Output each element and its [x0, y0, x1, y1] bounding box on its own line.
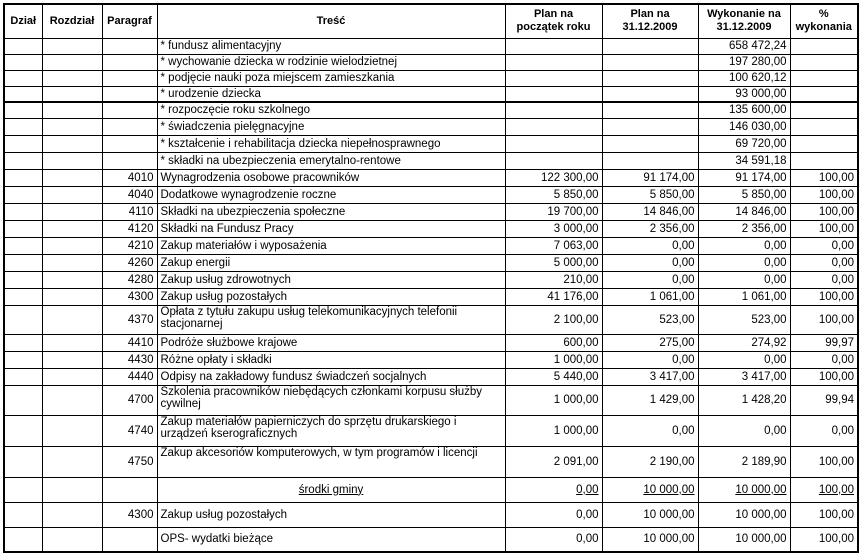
cell-procent: 0,00: [790, 237, 858, 254]
cell-wykonanie: 0,00: [698, 254, 790, 271]
cell-dzial: [4, 152, 42, 169]
cell-rozdzial: [42, 169, 102, 186]
cell-tresc: Odpisy na zakładowy fundusz świadczeń socjalnych: [157, 368, 505, 385]
cell-dzial: [4, 527, 42, 552]
cell-dzial: [4, 254, 42, 271]
cell-plan-pocz: 600,00: [505, 334, 602, 351]
header-dzial: Dział: [4, 4, 42, 38]
cell-procent: [790, 102, 858, 118]
cell-rozdzial: [42, 368, 102, 385]
cell-plan-pocz: 2 091,00: [505, 446, 602, 477]
cell-dzial: [4, 446, 42, 477]
cell-rozdzial: [42, 118, 102, 135]
cell-tresc: Zakup usług zdrowotnych: [157, 271, 505, 288]
header-plan-poczatek-line2: początek roku: [516, 21, 591, 34]
cell-plan-3112: [602, 38, 698, 54]
cell-tresc: Opłata z tytułu zakupu usług telekomunikacyjnych telefonii stacjonarnej: [157, 305, 505, 334]
cell-plan-3112: 1 429,00: [602, 385, 698, 415]
cell-rozdzial: [42, 477, 102, 502]
budget-table: [3, 3, 859, 553]
header-wykonanie: [698, 4, 790, 38]
table-row: [4, 271, 858, 288]
cell-wykonanie: 1 061,00: [698, 288, 790, 305]
cell-plan-pocz: 0,00: [505, 527, 602, 552]
cell-paragraf: 4740: [102, 415, 157, 446]
cell-wykonanie: 100 620,12: [698, 70, 790, 86]
cell-dzial: [4, 334, 42, 351]
cell-tresc: * podjęcie nauki poza miejscem zamieszkania: [157, 70, 505, 86]
cell-plan-3112: 10 000,00: [602, 502, 698, 527]
cell-plan-pocz: 1 000,00: [505, 385, 602, 415]
header-plan-3112-line2: 31.12.2009: [622, 21, 678, 34]
cell-rozdzial: [42, 334, 102, 351]
table-row: [4, 203, 858, 220]
cell-procent: 0,00: [790, 415, 858, 446]
cell-tresc: Zakup akcesoriów komputerowych, w tym programów i licencji: [157, 446, 505, 477]
cell-plan-pocz: 0,00: [505, 477, 602, 502]
cell-plan-3112: 0,00: [602, 415, 698, 446]
cell-plan-3112: 523,00: [602, 305, 698, 334]
cell-tresc: * świadczenia pielęgnacyjne: [157, 118, 505, 135]
cell-wykonanie: 0,00: [698, 237, 790, 254]
cell-tresc: Szkolenia pracowników niebędących członkami korpusu służby cywilnej: [157, 385, 505, 415]
cell-dzial: [4, 385, 42, 415]
cell-wykonanie: 10 000,00: [698, 477, 790, 502]
cell-plan-pocz: 2 100,00: [505, 305, 602, 334]
cell-paragraf: [102, 477, 157, 502]
cell-paragraf: [102, 102, 157, 118]
cell-tresc: Dodatkowe wynagrodzenie roczne: [157, 186, 505, 203]
cell-wykonanie: 2 189,90: [698, 446, 790, 477]
cell-rozdzial: [42, 502, 102, 527]
cell-paragraf: 4430: [102, 351, 157, 368]
cell-paragraf: [102, 152, 157, 169]
cell-plan-3112: 0,00: [602, 271, 698, 288]
cell-wykonanie: 10 000,00: [698, 527, 790, 552]
cell-tresc: * wychowanie dziecka w rodzinie wielodzietnej: [157, 54, 505, 70]
cell-plan-3112: [602, 118, 698, 135]
cell-tresc: Wynagrodzenia osobowe pracowników: [157, 169, 505, 186]
cell-paragraf: 4010: [102, 169, 157, 186]
cell-plan-3112: [602, 86, 698, 102]
header-procent-line1: %: [818, 8, 829, 21]
cell-rozdzial: [42, 70, 102, 86]
cell-tresc: Zakup materiałów i wyposażenia: [157, 237, 505, 254]
budget-table-container: [3, 3, 859, 553]
cell-wykonanie: 0,00: [698, 415, 790, 446]
cell-wykonanie: 658 472,24: [698, 38, 790, 54]
cell-dzial: [4, 368, 42, 385]
header-wykonanie-line1: Wykonanie na: [707, 8, 781, 21]
cell-paragraf: 4410: [102, 334, 157, 351]
cell-tresc: Podróże służbowe krajowe: [157, 334, 505, 351]
cell-wykonanie: 5 850,00: [698, 186, 790, 203]
cell-rozdzial: [42, 446, 102, 477]
cell-tresc: Składki na Fundusz Pracy: [157, 220, 505, 237]
cell-dzial: [4, 237, 42, 254]
cell-plan-3112: [602, 54, 698, 70]
cell-plan-3112: 14 846,00: [602, 203, 698, 220]
cell-tresc: Zakup materiałów papierniczych do sprzętu drukarskiego i urządzeń kserograficznych: [157, 415, 505, 446]
header-procent: [790, 4, 858, 38]
cell-plan-pocz: 210,00: [505, 271, 602, 288]
cell-wykonanie: 274,92: [698, 334, 790, 351]
cell-dzial: [4, 135, 42, 152]
header-procent-line2: wykonania: [795, 21, 852, 34]
cell-tresc: Zakup energii: [157, 254, 505, 271]
cell-wykonanie: 135 600,00: [698, 102, 790, 118]
cell-paragraf: 4370: [102, 305, 157, 334]
table-row: [4, 334, 858, 351]
cell-rozdzial: [42, 38, 102, 54]
table-row: [4, 477, 858, 502]
cell-procent: [790, 54, 858, 70]
cell-wykonanie: 3 417,00: [698, 368, 790, 385]
header-plan-3112: [602, 4, 698, 38]
table-row: [4, 415, 858, 446]
cell-procent: 0,00: [790, 254, 858, 271]
cell-plan-pocz: 1 000,00: [505, 415, 602, 446]
cell-plan-pocz: 5 850,00: [505, 186, 602, 203]
table-row: [4, 446, 858, 477]
cell-paragraf: [102, 70, 157, 86]
cell-wykonanie: 0,00: [698, 351, 790, 368]
cell-plan-pocz: [505, 118, 602, 135]
cell-paragraf: [102, 527, 157, 552]
cell-procent: [790, 86, 858, 102]
cell-plan-pocz: 0,00: [505, 502, 602, 527]
cell-wykonanie: 34 591,18: [698, 152, 790, 169]
cell-plan-3112: 91 174,00: [602, 169, 698, 186]
cell-procent: 100,00: [790, 502, 858, 527]
cell-rozdzial: [42, 271, 102, 288]
cell-procent: 100,00: [790, 446, 858, 477]
table-row: [4, 118, 858, 135]
cell-plan-pocz: 19 700,00: [505, 203, 602, 220]
cell-tresc: * urodzenie dziecka: [157, 86, 505, 102]
cell-plan-pocz: 5 440,00: [505, 368, 602, 385]
table-row: [4, 351, 858, 368]
cell-wykonanie: 1 428,20: [698, 385, 790, 415]
cell-plan-3112: 1 061,00: [602, 288, 698, 305]
table-row: [4, 102, 858, 118]
cell-dzial: [4, 186, 42, 203]
cell-paragraf: 4440: [102, 368, 157, 385]
cell-rozdzial: [42, 305, 102, 334]
cell-rozdzial: [42, 351, 102, 368]
header-tresc: Treść: [157, 4, 505, 38]
cell-paragraf: 4110: [102, 203, 157, 220]
cell-plan-3112: 0,00: [602, 254, 698, 271]
cell-procent: 100,00: [790, 186, 858, 203]
cell-rozdzial: [42, 385, 102, 415]
cell-plan-3112: [602, 70, 698, 86]
cell-dzial: [4, 351, 42, 368]
cell-rozdzial: [42, 527, 102, 552]
cell-wykonanie: 69 720,00: [698, 135, 790, 152]
cell-tresc: * fundusz alimentacyjny: [157, 38, 505, 54]
table-row: [4, 70, 858, 86]
cell-rozdzial: [42, 135, 102, 152]
cell-tresc: Zakup usług pozostałych: [157, 288, 505, 305]
cell-plan-pocz: 1 000,00: [505, 351, 602, 368]
cell-rozdzial: [42, 415, 102, 446]
cell-plan-pocz: 3 000,00: [505, 220, 602, 237]
header-rozdzial: Rozdział: [42, 4, 102, 38]
cell-procent: 99,94: [790, 385, 858, 415]
cell-procent: [790, 70, 858, 86]
cell-procent: 100,00: [790, 288, 858, 305]
cell-plan-pocz: [505, 86, 602, 102]
cell-paragraf: [102, 54, 157, 70]
cell-tresc: środki gminy: [157, 477, 505, 502]
header-row: [4, 4, 858, 38]
cell-tresc: * składki na ubezpieczenia emerytalno-rentowe: [157, 152, 505, 169]
cell-plan-pocz: [505, 135, 602, 152]
cell-dzial: [4, 70, 42, 86]
cell-rozdzial: [42, 288, 102, 305]
header-plan-poczatek: [505, 4, 602, 38]
cell-paragraf: [102, 118, 157, 135]
cell-dzial: [4, 203, 42, 220]
cell-paragraf: [102, 38, 157, 54]
cell-procent: 99,97: [790, 334, 858, 351]
cell-plan-3112: 10 000,00: [602, 527, 698, 552]
cell-plan-3112: 5 850,00: [602, 186, 698, 203]
cell-plan-pocz: 41 176,00: [505, 288, 602, 305]
cell-dzial: [4, 86, 42, 102]
cell-rozdzial: [42, 186, 102, 203]
cell-paragraf: [102, 135, 157, 152]
cell-procent: 100,00: [790, 169, 858, 186]
table-row: [4, 502, 858, 527]
cell-procent: [790, 38, 858, 54]
cell-procent: [790, 152, 858, 169]
table-row: [4, 86, 858, 102]
cell-plan-pocz: [505, 54, 602, 70]
cell-paragraf: 4300: [102, 288, 157, 305]
cell-plan-3112: 10 000,00: [602, 477, 698, 502]
cell-paragraf: [102, 86, 157, 102]
table-row: [4, 368, 858, 385]
table-row: [4, 254, 858, 271]
cell-dzial: [4, 102, 42, 118]
cell-procent: [790, 135, 858, 152]
table-row: [4, 38, 858, 54]
cell-paragraf: 4210: [102, 237, 157, 254]
cell-tresc: * rozpoczęcie roku szkolnego: [157, 102, 505, 118]
cell-dzial: [4, 415, 42, 446]
cell-procent: 0,00: [790, 351, 858, 368]
cell-dzial: [4, 169, 42, 186]
table-row: [4, 152, 858, 169]
cell-wykonanie: 146 030,00: [698, 118, 790, 135]
cell-dzial: [4, 271, 42, 288]
cell-paragraf: 4300: [102, 502, 157, 527]
cell-rozdzial: [42, 152, 102, 169]
cell-procent: [790, 118, 858, 135]
cell-procent: 100,00: [790, 220, 858, 237]
cell-procent: 100,00: [790, 477, 858, 502]
table-row: [4, 169, 858, 186]
cell-wykonanie: 10 000,00: [698, 502, 790, 527]
cell-tresc: Zakup usług pozostałych: [157, 502, 505, 527]
table-row: [4, 305, 858, 334]
cell-tresc: Składki na ubezpieczenia społeczne: [157, 203, 505, 220]
table-row: [4, 288, 858, 305]
cell-plan-pocz: 122 300,00: [505, 169, 602, 186]
cell-dzial: [4, 54, 42, 70]
cell-dzial: [4, 477, 42, 502]
cell-paragraf: 4120: [102, 220, 157, 237]
cell-plan-3112: 3 417,00: [602, 368, 698, 385]
cell-paragraf: 4260: [102, 254, 157, 271]
header-paragraf: Paragraf: [102, 4, 157, 38]
cell-wykonanie: 0,00: [698, 271, 790, 288]
table-row: [4, 135, 858, 152]
cell-wykonanie: 91 174,00: [698, 169, 790, 186]
table-row: [4, 527, 858, 552]
cell-rozdzial: [42, 220, 102, 237]
cell-tresc: * kształcenie i rehabilitacja dziecka niepełnosprawnego: [157, 135, 505, 152]
cell-rozdzial: [42, 237, 102, 254]
cell-plan-3112: 0,00: [602, 237, 698, 254]
cell-procent: 100,00: [790, 203, 858, 220]
cell-rozdzial: [42, 102, 102, 118]
cell-procent: 0,00: [790, 271, 858, 288]
header-plan-3112-line1: Plan na: [630, 8, 670, 21]
cell-plan-3112: [602, 102, 698, 118]
table-row: [4, 220, 858, 237]
cell-dzial: [4, 502, 42, 527]
cell-plan-3112: [602, 135, 698, 152]
cell-wykonanie: 93 000,00: [698, 86, 790, 102]
cell-plan-3112: 275,00: [602, 334, 698, 351]
cell-procent: 100,00: [790, 305, 858, 334]
header-wykonanie-line2: 31.12.2009: [716, 21, 772, 34]
table-row: [4, 385, 858, 415]
cell-wykonanie: 2 356,00: [698, 220, 790, 237]
cell-plan-pocz: [505, 102, 602, 118]
cell-paragraf: 4280: [102, 271, 157, 288]
cell-dzial: [4, 305, 42, 334]
cell-rozdzial: [42, 203, 102, 220]
cell-tresc: OPS- wydatki bieżące: [157, 527, 505, 552]
table-row: [4, 186, 858, 203]
cell-wykonanie: 14 846,00: [698, 203, 790, 220]
cell-rozdzial: [42, 86, 102, 102]
table-row: [4, 237, 858, 254]
cell-plan-pocz: 5 000,00: [505, 254, 602, 271]
cell-plan-3112: [602, 152, 698, 169]
cell-plan-3112: 0,00: [602, 351, 698, 368]
cell-plan-pocz: 7 063,00: [505, 237, 602, 254]
cell-paragraf: 4750: [102, 446, 157, 477]
cell-wykonanie: 523,00: [698, 305, 790, 334]
cell-paragraf: 4040: [102, 186, 157, 203]
cell-rozdzial: [42, 54, 102, 70]
header-plan-poczatek-line1: Plan na: [533, 8, 574, 21]
cell-dzial: [4, 288, 42, 305]
cell-tresc: Różne opłaty i składki: [157, 351, 505, 368]
cell-plan-pocz: [505, 152, 602, 169]
cell-paragraf: 4700: [102, 385, 157, 415]
cell-plan-pocz: [505, 70, 602, 86]
cell-dzial: [4, 118, 42, 135]
cell-rozdzial: [42, 254, 102, 271]
cell-dzial: [4, 220, 42, 237]
table-row: [4, 54, 858, 70]
cell-dzial: [4, 38, 42, 54]
cell-plan-3112: 2 190,00: [602, 446, 698, 477]
cell-plan-pocz: [505, 38, 602, 54]
cell-procent: 100,00: [790, 368, 858, 385]
cell-wykonanie: 197 280,00: [698, 54, 790, 70]
cell-plan-3112: 2 356,00: [602, 220, 698, 237]
cell-procent: 100,00: [790, 527, 858, 552]
